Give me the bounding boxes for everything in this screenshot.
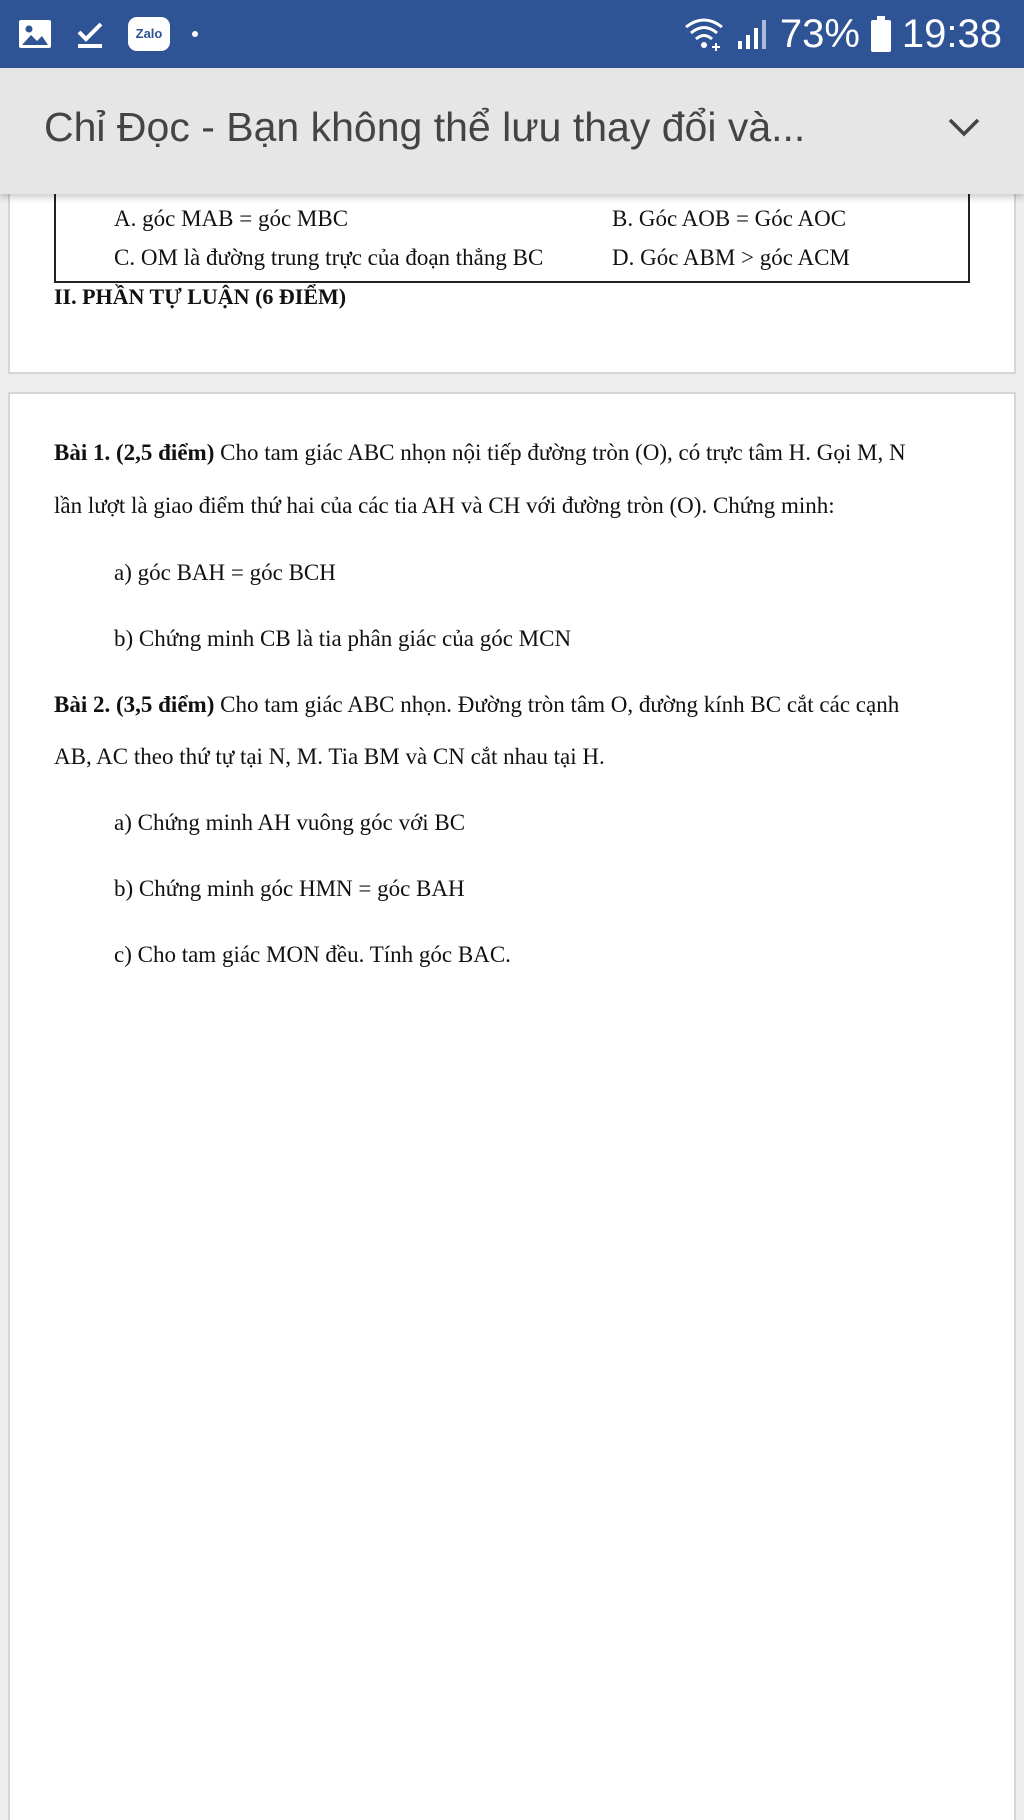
system-status	[672, 10, 1002, 58]
bai1-part-b: b) Chứng minh CB là tia phân giác của góc MCN	[114, 626, 572, 651]
notification-icons	[18, 14, 220, 54]
zalo-icon: Zalo	[128, 17, 170, 51]
status-bar	[0, 0, 1024, 68]
bai2-text2: AB, AC theo thứ tự tại N, M. Tia BM và CN cắt nhau tại H.	[54, 744, 605, 769]
read-only-banner-text: Chỉ Đọc - Bạn không thể lưu thay đổi và...	[44, 104, 806, 150]
section-title: II. PHẦN TỰ LUẬN (6 ĐIỂM)	[54, 284, 347, 309]
dot-icon	[192, 31, 198, 37]
read-only-app-bar	[0, 68, 1024, 194]
bai1-text1: Cho tam giác ABC nhọn nội tiếp đường tròn (O), có trực tâm H. Gọi M, N	[214, 440, 906, 465]
bai2-part-c: c) Cho tam giác MON đều. Tính góc BAC.	[114, 942, 511, 967]
bai1-line1	[54, 440, 906, 466]
bai1-part-a: a) góc BAH = góc BCH	[114, 560, 336, 585]
check-download-icon	[74, 18, 106, 50]
bai1-text2: lần lượt là giao điểm thứ hai của các tia AH và CH với đường tròn (O). Chứng minh:	[54, 493, 835, 518]
wifi-icon	[682, 15, 726, 53]
bai2-part-a: a) Chứng minh AH vuông góc với BC	[114, 810, 466, 835]
option-a: A. góc MAB = góc MBC	[114, 206, 349, 231]
bai2-line1	[54, 692, 899, 718]
option-d: D. Góc ABM > góc ACM	[612, 245, 850, 270]
battery-icon	[870, 15, 892, 53]
bai1-label: Bài 1. (2,5 điểm)	[54, 440, 215, 465]
bai2-label: Bài 2. (3,5 điểm)	[54, 692, 215, 717]
chevron-down-icon[interactable]	[946, 116, 982, 145]
bai2-part-b: b) Chứng minh góc HMN = góc BAH	[114, 876, 465, 901]
document-page-2[interactable]	[8, 392, 1016, 1820]
gallery-icon	[18, 19, 52, 49]
battery-percent: 73%	[779, 12, 860, 56]
option-b: B. Góc AOB = Góc AOC	[612, 206, 847, 231]
signal-icon	[736, 17, 770, 51]
bai2-text1: Cho tam giác ABC nhọn. Đường tròn tâm O, đường kính BC cắt các cạnh	[214, 692, 900, 717]
clock: 19:38	[901, 12, 1002, 56]
option-c: C. OM là đường trung trực của đoạn thẳng BC	[114, 245, 544, 270]
